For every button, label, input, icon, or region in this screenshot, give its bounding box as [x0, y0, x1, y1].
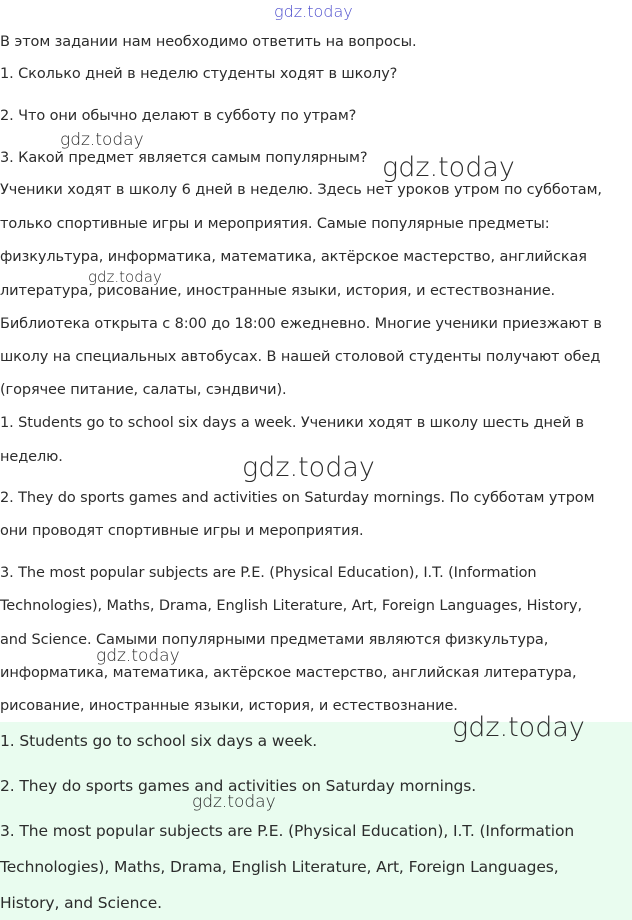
final-answers-box	[0, 712, 632, 920]
final-answer-2: 2. They do sports games and activities on Saturday mornings.	[0, 777, 477, 795]
watermark-3: gdz.today	[88, 268, 162, 286]
text-line: только спортивные игры и мероприятия. Самые популярные предметы:	[0, 216, 550, 232]
text-line: литература, рисование, иностранные языки, история, и естествознание.	[0, 283, 556, 299]
explained-answer-3-line: and Science. Самыми популярными предметами являются физкультура,	[0, 632, 549, 648]
final-answer-3-line: Technologies), Maths, Drama, English Literature, Art, Foreign Languages,	[0, 858, 559, 876]
question-1: 1. Сколько дней в неделю студенты ходят в школу?	[0, 66, 398, 82]
watermark-4: gdz.today	[242, 452, 375, 483]
explained-answer-2-line: они проводят спортивные игры и мероприятия.	[0, 523, 364, 539]
explained-answer-2-line: 2. They do sports games and activities on Saturday mornings. По субботам утром	[0, 490, 595, 506]
explained-answer-3-line: Technologies), Maths, Drama, English Literature, Art, Foreign Languages, History,	[0, 598, 582, 614]
text-line: (горячее питание, салаты, сэндвичи).	[0, 382, 287, 398]
explained-answer-1-line: 1. Students go to school six days a week. Ученики ходят в школу шесть дней в	[0, 415, 585, 431]
intro-text: В этом задании нам необходимо ответить на вопросы.	[0, 34, 417, 50]
watermark-top: gdz.today	[274, 2, 353, 21]
watermark-6: gdz.today	[452, 712, 585, 743]
explained-answer-3-line: информатика, математика, актёрское мастерство, английская литература,	[0, 665, 577, 681]
text-line: Библиотека открыта с 8:00 до 18:00 ежедневно. Многие ученики приезжают в	[0, 316, 602, 332]
final-answer-3-line: History, and Science.	[0, 894, 162, 912]
watermark-2: gdz.today	[382, 152, 515, 183]
final-answer-3-line: 3. The most popular subjects are P.E. (Physical Education), I.T. (Information	[0, 822, 575, 840]
explained-answer-3-line: рисование, иностранные языки, история, и естествознание.	[0, 698, 458, 714]
question-2: 2. Что они обычно делают в субботу по утрам?	[0, 108, 357, 124]
text-line: школу на специальных автобусах. В нашей столовой студенты получают обед	[0, 349, 601, 365]
question-3: 3. Какой предмет является самым популярным?	[0, 150, 368, 166]
watermark-7: gdz.today	[192, 792, 276, 812]
watermark-5: gdz.today	[96, 646, 180, 666]
text-line: физкультура, информатика, математика, актёрское мастерство, английская	[0, 249, 587, 265]
watermark-1: gdz.today	[60, 130, 144, 150]
final-answer-1: 1. Students go to school six days a week.	[0, 732, 318, 750]
explained-answer-1-line: неделю.	[0, 449, 63, 465]
text-line: Ученики ходят в школу 6 дней в неделю. Здесь нет уроков утром по субботам,	[0, 182, 602, 198]
explained-answer-3-line: 3. The most popular subjects are P.E. (Physical Education), I.T. (Information	[0, 565, 537, 581]
